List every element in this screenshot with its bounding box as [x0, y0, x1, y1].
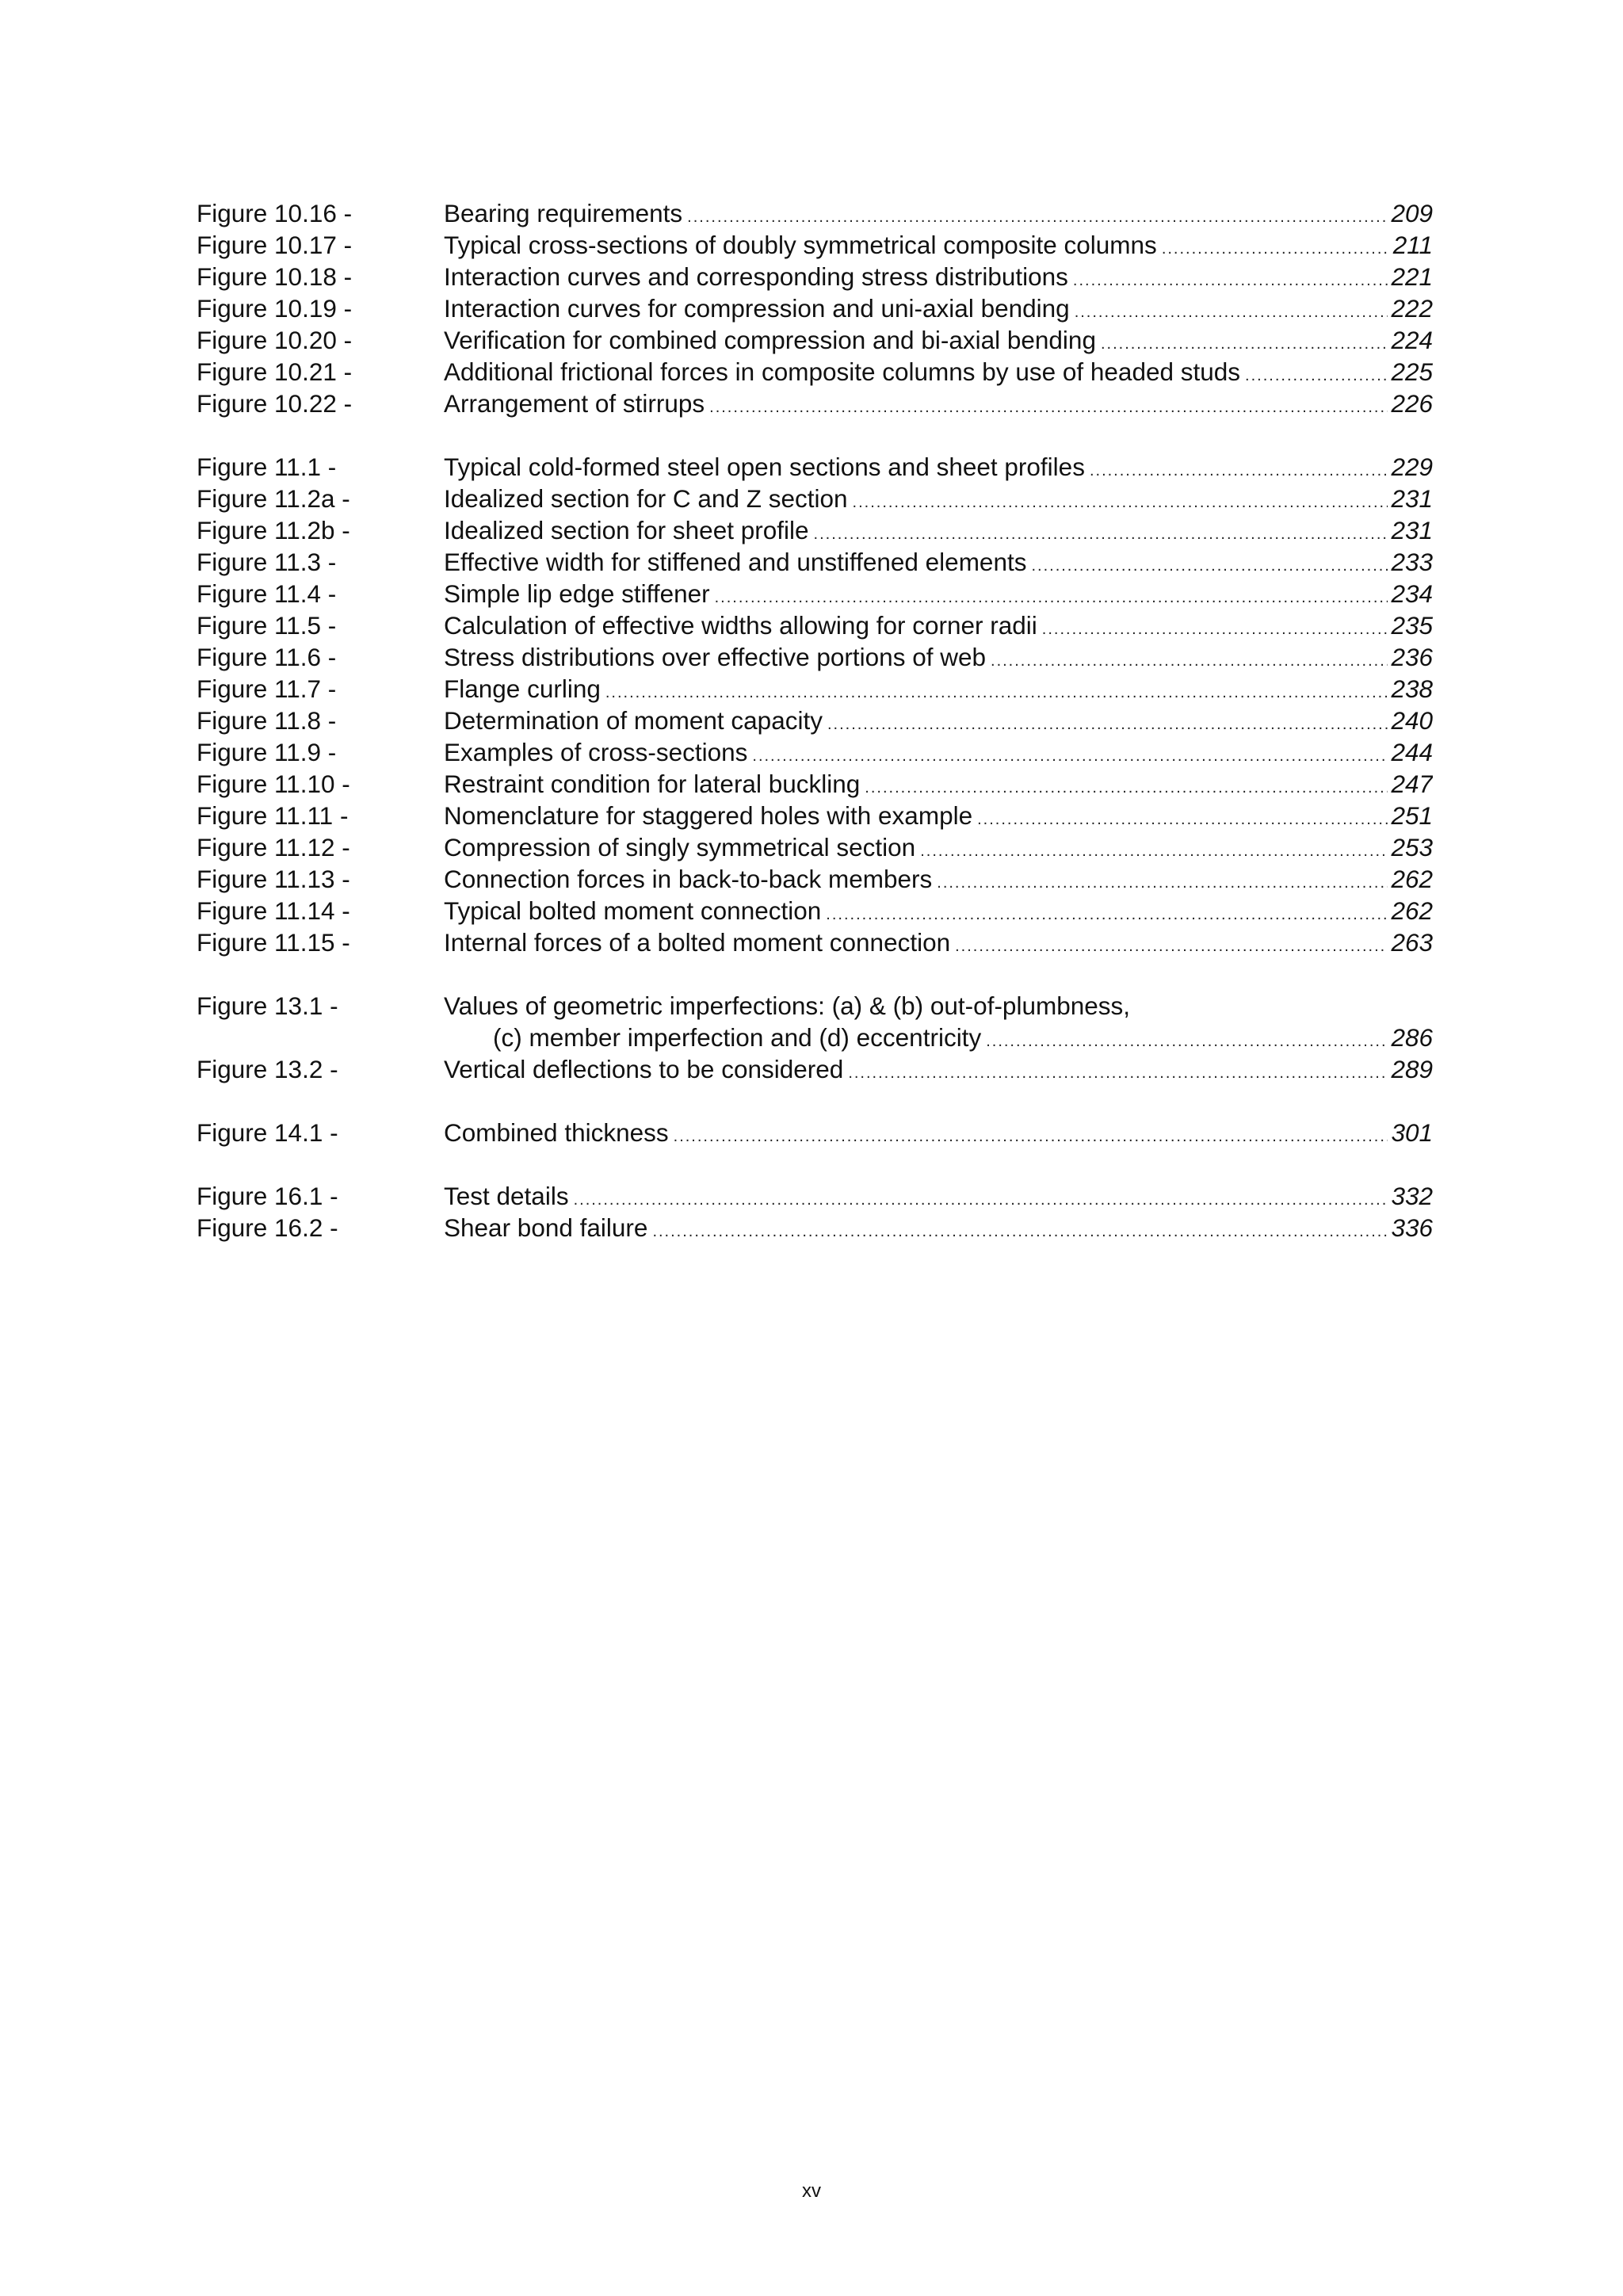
- figure-title: Stress distributions over effective portions of web: [444, 643, 987, 671]
- dot-leader: [853, 487, 1388, 518]
- dot-leader: [1245, 360, 1388, 392]
- dot-leader: [937, 867, 1388, 899]
- dot-leader: [752, 740, 1388, 772]
- page-ref: 238: [1391, 674, 1433, 703]
- figure-title: Vertical deflections to be considered: [444, 1055, 844, 1083]
- figure-number: Figure 13.2 -: [197, 1055, 338, 1083]
- toc-entry[interactable]: [197, 768, 1433, 800]
- dot-leader: [1162, 233, 1390, 265]
- figure-title: Calculation of effective widths allowing for corner radii: [444, 611, 1037, 640]
- toc-entry[interactable]: [197, 292, 1433, 324]
- figure-group: [197, 990, 1433, 1085]
- toc-entry[interactable]: [197, 388, 1433, 419]
- page-ref: 244: [1391, 738, 1433, 766]
- dot-leader: [1031, 550, 1388, 582]
- toc-entry[interactable]: [197, 578, 1433, 609]
- page-ref: 301: [1391, 1118, 1433, 1147]
- toc-entry[interactable]: [197, 800, 1433, 831]
- dot-leader: [1101, 328, 1388, 360]
- toc-entry[interactable]: [197, 514, 1433, 546]
- page-ref: 221: [1391, 262, 1433, 291]
- figure-title: Bearing requirements: [444, 199, 683, 227]
- toc-entry[interactable]: [197, 705, 1433, 736]
- figure-number: Figure 13.1 -: [197, 991, 338, 1020]
- figure-number: Figure 10.17 -: [197, 231, 353, 259]
- figure-number: Figure 11.1 -: [197, 453, 337, 481]
- dot-leader: [986, 1026, 1388, 1057]
- figure-number: Figure 11.15 -: [197, 928, 350, 957]
- figure-number: Figure 10.20 -: [197, 326, 353, 354]
- figure-group: [197, 197, 1433, 419]
- dot-leader: [1073, 265, 1388, 296]
- figure-number: Figure 11.6 -: [197, 643, 337, 671]
- toc-entry[interactable]: [197, 1053, 1433, 1085]
- page-ref: 236: [1391, 643, 1433, 671]
- dot-leader: [687, 201, 1388, 233]
- toc-entry[interactable]: [197, 261, 1433, 292]
- page-ref: 251: [1391, 801, 1433, 830]
- figure-number: Figure 10.18 -: [197, 262, 353, 291]
- page-ref: 229: [1391, 453, 1433, 481]
- figure-title: Compression of singly symmetrical section: [444, 833, 916, 861]
- figure-group: [197, 1117, 1433, 1148]
- page-ref: 235: [1391, 611, 1433, 640]
- figure-title: Simple lip edge stiffener: [444, 579, 710, 608]
- page-ref: 336: [1391, 1213, 1433, 1242]
- figure-number: Figure 16.1 -: [197, 1182, 338, 1210]
- figure-title: Flange curling: [444, 674, 601, 703]
- figure-number: Figure 16.2 -: [197, 1213, 338, 1242]
- figure-number: Figure 10.21 -: [197, 357, 353, 386]
- figure-number: Figure 11.2a -: [197, 484, 350, 513]
- figure-title: Idealized section for C and Z section: [444, 484, 848, 513]
- figure-number: Figure 11.8 -: [197, 706, 337, 735]
- toc-entry[interactable]: [197, 895, 1433, 926]
- toc-entry[interactable]: [197, 736, 1433, 768]
- toc-entry[interactable]: [197, 546, 1433, 578]
- figure-number: Figure 11.2b -: [197, 516, 350, 544]
- figure-title: Typical cold-formed steel open sections and sheet profiles: [444, 453, 1085, 481]
- figure-number: Figure 11.14 -: [197, 896, 350, 925]
- figure-number: Figure 11.4 -: [197, 579, 337, 608]
- page-ref: 209: [1391, 199, 1433, 227]
- page-ref: 211: [1392, 231, 1433, 259]
- toc-entry[interactable]: [197, 641, 1433, 673]
- figure-group: [197, 451, 1433, 958]
- dot-leader: [715, 582, 1388, 613]
- list-of-figures: [197, 197, 1433, 1275]
- page-ref: 262: [1391, 865, 1433, 893]
- figure-title: Determination of moment capacity: [444, 706, 823, 735]
- figure-number: Figure 10.22 -: [197, 389, 353, 418]
- toc-entry[interactable]: [197, 356, 1433, 388]
- toc-entry[interactable]: [197, 483, 1433, 514]
- figure-number: Figure 11.5 -: [197, 611, 337, 640]
- toc-entry[interactable]: [197, 926, 1433, 958]
- figure-number: Figure 10.19 -: [197, 294, 353, 323]
- figure-title: Typical cross-sections of doubly symmetrical composite columns: [444, 231, 1157, 259]
- page-ref: 240: [1391, 706, 1433, 735]
- toc-entry[interactable]: [197, 990, 1433, 1022]
- figure-number: Figure 10.16 -: [197, 199, 353, 227]
- figure-number: Figure 11.7 -: [197, 674, 337, 703]
- page-ref: 225: [1391, 357, 1433, 386]
- figure-group: [197, 1180, 1433, 1244]
- figure-title: Nomenclature for staggered holes with example: [444, 801, 973, 830]
- dot-leader: [977, 804, 1388, 835]
- page-ref: 222: [1391, 294, 1433, 323]
- dot-leader: [1075, 296, 1388, 328]
- dot-leader: [827, 709, 1388, 740]
- page-ref: 332: [1391, 1182, 1433, 1210]
- toc-entry[interactable]: [197, 451, 1433, 483]
- figure-title: Idealized section for sheet profile: [444, 516, 809, 544]
- dot-leader: [574, 1184, 1388, 1216]
- toc-entry[interactable]: [197, 863, 1433, 895]
- dot-leader: [848, 1057, 1388, 1089]
- page-number: xv: [802, 2180, 821, 2202]
- figure-title: Internal forces of a bolted moment connection: [444, 928, 951, 957]
- dot-leader: [865, 772, 1388, 804]
- page-ref: 286: [1391, 1023, 1433, 1052]
- figure-number: Figure 11.12 -: [197, 833, 350, 861]
- toc-entry[interactable]: [197, 1117, 1433, 1148]
- dot-leader: [955, 930, 1388, 962]
- figure-number: Figure 11.13 -: [197, 865, 350, 893]
- figure-title: Combined thickness: [444, 1118, 669, 1147]
- toc-entry[interactable]: [197, 229, 1433, 261]
- dot-leader: [1042, 613, 1388, 645]
- figure-title: Examples of cross-sections: [444, 738, 748, 766]
- figure-number: Figure 11.3 -: [197, 548, 337, 576]
- dot-leader: [674, 1121, 1388, 1152]
- toc-entry[interactable]: [197, 1180, 1433, 1212]
- page-ref: 233: [1391, 548, 1433, 576]
- dot-leader: [652, 1216, 1388, 1247]
- figure-number: Figure 11.11 -: [197, 801, 349, 830]
- page-ref: 253: [1391, 833, 1433, 861]
- dot-leader: [605, 677, 1388, 709]
- page-ref: 231: [1391, 484, 1433, 513]
- page-ref: 231: [1391, 516, 1433, 544]
- figure-title: Typical bolted moment connection: [444, 896, 822, 925]
- page-ref: 224: [1391, 326, 1433, 354]
- toc-entry[interactable]: [197, 609, 1433, 641]
- figure-number: Figure 11.10 -: [197, 770, 350, 798]
- figure-title-continued: (c) member imperfection and (d) eccentricity: [493, 1023, 982, 1052]
- dot-leader: [814, 518, 1388, 550]
- toc-entry-continued[interactable]: [197, 1022, 1433, 1053]
- figure-title: Interaction curves and corresponding stress distributions: [444, 262, 1068, 291]
- figure-title: Test details: [444, 1182, 569, 1210]
- toc-entry[interactable]: [197, 197, 1433, 229]
- toc-entry[interactable]: [197, 1212, 1433, 1244]
- figure-title: Shear bond failure: [444, 1213, 648, 1242]
- page-ref: 289: [1391, 1055, 1433, 1083]
- page-ref: 247: [1391, 770, 1433, 798]
- page-ref: 262: [1391, 896, 1433, 925]
- figure-title: Values of geometric imperfections: (a) & (b) out-of-plumbness,: [444, 991, 1131, 1020]
- figure-title: Additional frictional forces in composite columns by use of headed studs: [444, 357, 1241, 386]
- toc-entry[interactable]: [197, 324, 1433, 356]
- toc-entry[interactable]: [197, 673, 1433, 705]
- figure-title: Arrangement of stirrups: [444, 389, 705, 418]
- figure-number: Figure 11.9 -: [197, 738, 337, 766]
- figure-title: Effective width for stiffened and unstiffened elements: [444, 548, 1027, 576]
- figure-title: Connection forces in back-to-back members: [444, 865, 933, 893]
- dot-leader: [826, 899, 1388, 930]
- page-ref: 234: [1391, 579, 1433, 608]
- page-ref: 226: [1391, 389, 1433, 418]
- dot-leader: [709, 392, 1388, 423]
- dot-leader: [920, 835, 1388, 867]
- figure-title: Verification for combined compression and bi-axial bending: [444, 326, 1096, 354]
- toc-entry[interactable]: [197, 831, 1433, 863]
- dot-leader: [1090, 455, 1388, 487]
- figure-title: Restraint condition for lateral buckling: [444, 770, 861, 798]
- figure-title: Interaction curves for compression and uni-axial bending: [444, 294, 1070, 323]
- figure-number: Figure 14.1 -: [197, 1118, 338, 1147]
- dot-leader: [991, 645, 1388, 677]
- page-ref: 263: [1391, 928, 1433, 957]
